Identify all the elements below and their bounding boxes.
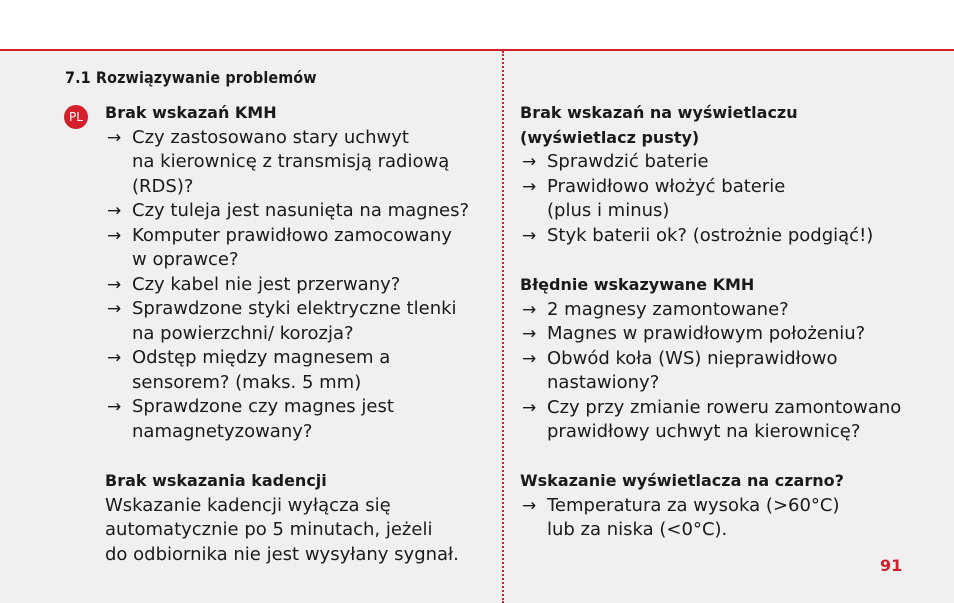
list-item: → Styk baterii ok? (ostrożnie podgiąć!) xyxy=(520,224,940,249)
page-number: 91 xyxy=(880,556,903,575)
black-display-heading: Wskazanie wyświetlacza na czarno? xyxy=(520,471,844,490)
arrow-right-icon: → xyxy=(522,176,537,197)
manual-page xyxy=(0,51,954,603)
list-item: → Sprawdzone czy magnes jest namagnetyzowany? xyxy=(107,396,394,442)
arrow-right-icon: → xyxy=(522,299,537,320)
list-item: → Komputer prawidłowo zamocowany w oprawce? xyxy=(107,224,452,270)
list-item: → Magnes w prawidłowym położeniu? xyxy=(520,322,940,347)
list-item: → Czy kabel nie jest przerwany? xyxy=(105,273,495,298)
cadence-text: Wskazanie kadencji wyłącza się automatycznie po 5 minutach, jeżeli do odbiornika nie jest wysyłany sygnał. xyxy=(105,494,459,565)
list-item: → Sprawdzić baterie xyxy=(520,150,940,175)
arrow-right-icon: → xyxy=(522,324,537,344)
list-item: → Odstęp między magnesem a sensorem? (maks. 5 mm) xyxy=(107,347,391,393)
language-badge: PL xyxy=(64,105,88,129)
arrow-right-icon: → xyxy=(522,348,537,369)
list-item: → 2 magnesy zamontowane? xyxy=(520,298,940,323)
arrow-right-icon: → xyxy=(107,201,122,221)
arrow-right-icon: → xyxy=(107,225,122,246)
arrow-right-icon: → xyxy=(107,397,122,417)
cadence-section xyxy=(105,469,495,567)
cadence-heading: Brak wskazania kadencji xyxy=(105,471,327,490)
column-divider xyxy=(502,51,504,603)
arrow-right-icon: → xyxy=(107,299,122,319)
arrow-right-icon: → xyxy=(522,495,537,516)
display-checklist xyxy=(520,150,940,248)
top-margin xyxy=(0,0,954,50)
section-title: 7.1 Rozwiązywanie problemów xyxy=(65,68,317,87)
list-item: → Prawidłowo włożyć baterie (plus i minus) xyxy=(522,175,786,221)
black-display-checklist xyxy=(520,494,940,543)
kmh-heading: Brak wskazań KMH xyxy=(105,103,277,122)
list-item: → Sprawdzone styki elektryczne tlenki na powierzchni/ korozja? xyxy=(107,298,457,344)
list-item: → Czy przy zmianie roweru zamontowano prawidłowy uchwyt na kierownicę? xyxy=(522,396,902,442)
black-display-section xyxy=(520,469,940,543)
arrow-right-icon: → xyxy=(107,274,122,295)
display-section xyxy=(520,101,940,248)
arrow-right-icon: → xyxy=(107,348,122,368)
arrow-right-icon: → xyxy=(522,225,537,246)
wrong-kmh-checklist xyxy=(520,298,940,445)
list-item: → Temperatura za wysoka (>60°C) lub za niska (<0°C). xyxy=(522,494,840,540)
kmh-checklist xyxy=(105,126,495,445)
arrow-right-icon: → xyxy=(522,397,537,418)
list-item: → Czy zastosowano stary uchwyt na kierownicę z transmisją radiową (RDS)? xyxy=(107,126,450,197)
display-heading: Brak wskazań na wyświetlaczu (wyświetlacz pusty) xyxy=(520,103,798,147)
wrong-kmh-section xyxy=(520,273,940,445)
arrow-right-icon: → xyxy=(522,152,537,172)
list-item: → Czy tuleja jest nasunięta na magnes? xyxy=(105,199,495,224)
list-item: → Obwód koła (WS) nieprawidłowo nastawiony? xyxy=(522,347,838,393)
kmh-section xyxy=(105,101,495,444)
arrow-right-icon: → xyxy=(107,127,122,148)
wrong-kmh-heading: Błędnie wskazywane KMH xyxy=(520,275,755,294)
